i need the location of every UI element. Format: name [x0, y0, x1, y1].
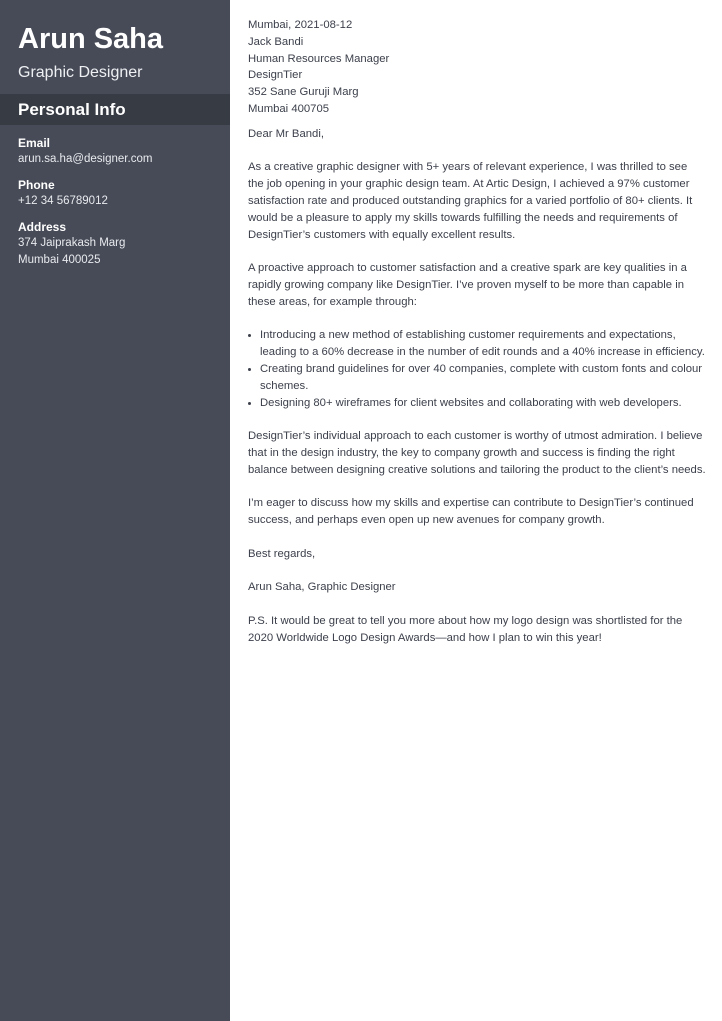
address-line-1: 374 Jaiprakash Marg [18, 237, 126, 249]
sign-off: Best regards, [248, 547, 316, 560]
personal-info-header [0, 94, 230, 125]
phone-value: +12 34 56789012 [18, 195, 108, 207]
list-item: • Introducing a new method of establishing customer requirements and expectations, leading to a 60% decrease in the number of edit rounds and a 40% increase in efficiency. [260, 327, 706, 361]
email-value: arun.sa.ha@designer.com [18, 153, 153, 165]
paragraph-closing: I’m eager to discuss how my skills and expertise can contribute to DesignTier’s continued success, and perhaps even open up new avenues for company growth. [248, 497, 694, 527]
address-line-2: Mumbai 400025 [18, 254, 101, 266]
recipient-position: Human Resources Manager [248, 52, 390, 65]
postscript: P.S. It would be great to tell you more about how my logo design was shortlisted for the 2020 Worldwide Logo Design Awards—and how I plan to win this year! [248, 614, 683, 644]
paragraph-intro: As a creative graphic designer with 5+ years of relevant experience, I was thrilled to see the job opening in your graphic design team. At Artic Design, I achieved a 97% customer satisfaction rate and produced outstanding graphics for a varied portfolio of 80+ clients. It would be a pleasure to apply my skills towards fulfilling the needs and requirements of DesignTier’s customers with equally excellent results. [248, 161, 693, 241]
salutation: Dear Mr Bandi, [248, 127, 324, 140]
contact-phone [18, 177, 223, 210]
recipient-company: DesignTier [248, 69, 303, 82]
list-item: • Designing 80+ wireframes for client websites and collaborating with web developers. [260, 395, 706, 412]
paragraph-company: DesignTier’s individual approach to each customer is worthy of utmost admiration. I believe that in the design industry, the key to company growth and success is finding the right balance between designing creative solutions and tailoring the product to the client’s needs. [248, 430, 706, 476]
recipient-street: 352 Sane Guruji Marg [248, 86, 359, 99]
achievements-list [248, 327, 706, 411]
recipient-block [248, 17, 706, 118]
contact-address [18, 219, 223, 269]
applicant-title: Graphic Designer [18, 64, 143, 81]
paragraph-approach: A proactive approach to customer satisfaction and a creative spark are key qualities in a rapidly growing company like DesignTier. I’ve proven myself to be more than capable in these areas, for example through: [248, 262, 687, 308]
recipient-city: Mumbai 400705 [248, 102, 330, 115]
section-title: Personal Info [18, 100, 126, 119]
applicant-name: Arun Saha [18, 23, 164, 55]
recipient-name: Jack Bandi [248, 35, 304, 48]
email-label: Email [18, 136, 51, 150]
list-item: • Creating brand guidelines for over 40 companies, complete with custom fonts and colour schemes. [260, 361, 706, 395]
phone-label: Phone [18, 178, 55, 192]
signature: Arun Saha, Graphic Designer [248, 581, 396, 594]
sidebar [0, 0, 230, 1021]
date-line: Mumbai, 2021-08-12 [248, 19, 353, 31]
contact-email [18, 135, 223, 168]
address-label: Address [18, 220, 67, 234]
letter-body [248, 17, 706, 646]
